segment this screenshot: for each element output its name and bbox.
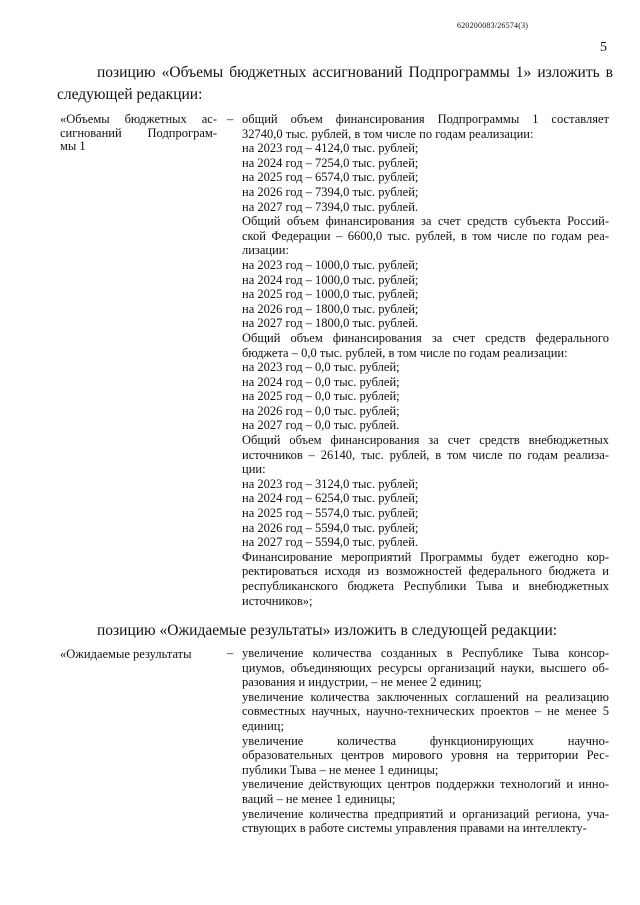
section2-label (60, 648, 217, 662)
section1-content-line: на 2025 год – 6574,0 тыс. рублей; (242, 170, 419, 185)
section2-content (242, 646, 609, 836)
section1-content-line: общий объем финансирования Подпрограммы 1 составляет (242, 112, 609, 126)
section1-content-line: на 2027 год – 7394,0 тыс. рублей. (242, 199, 419, 214)
section2-content-line: циумов, объединяющих ресурсы организаций науки, высшего об- (242, 660, 609, 675)
section2-heading-text: позицию «Ожидаемые результаты» изложить в следующей редакции: (97, 622, 558, 639)
section2-content-line: увеличение количества функционирующих научно- (242, 733, 609, 748)
section1-content-line: бюджета – 0,0 тыс. рублей, в том числе по годам реализации: (242, 345, 568, 360)
section1-dash: – (227, 112, 234, 126)
section2-content-line: увеличение количества созданных в Республике Тыва консор- (242, 646, 609, 660)
section2-content-line: увеличение количества предприятий и организаций региона, уча- (242, 806, 609, 821)
section1-content-line: источников – 26140, тыс. рублей, в том числе по годам реализа- (242, 447, 609, 462)
section1-content-line: на 2025 год – 1000,0 тыс. рублей; (242, 287, 419, 302)
section1-content-line: на 2026 год – 1800,0 тыс. рублей; (242, 301, 419, 316)
section1-content-line: на 2027 год – 5594,0 тыс. рублей. (242, 535, 419, 550)
section1-label-line: сигнований Подпрограм- (60, 125, 217, 140)
section1-content-line: на 2024 год – 7254,0 тыс. рублей; (242, 155, 419, 170)
section2-content-line: образовательных центров мирового уровня на территории Рес- (242, 748, 609, 763)
section2-content-line: ваций – не менее 1 единицы; (242, 791, 396, 806)
section1-content-line: республиканского бюджета Республики Тыва и внебюджетных (242, 579, 609, 593)
section1-content-line: Общий объем финансирования за счет средств внебюджетных (242, 433, 609, 448)
section2-content-line: единиц; (242, 718, 284, 733)
section1-label-line: мы 1 (60, 139, 86, 153)
section1-content-line: Финансирование мероприятий Программы будет ежегодно кор- (242, 549, 609, 564)
section1-content-line: источников»; (242, 593, 313, 608)
section1-content-line: 32740,0 тыс. рублей, в том числе по годам реализации: (242, 126, 534, 141)
section1-label (60, 113, 217, 154)
section1-content-line: на 2023 год – 3124,0 тыс. рублей; (242, 476, 419, 491)
section1-label-line: «Объемы бюджетных ас- (60, 112, 217, 126)
section1-content-line: ской Федерации – 6600,0 тыс. рублей, в том числе по годам реа- (242, 228, 609, 243)
section1-heading-line2: следующей редакции: (57, 86, 203, 103)
section1-content-line: ректироваться исходя из возможностей федерального бюджета и (242, 564, 609, 579)
section1-content-line: на 2023 год – 4124,0 тыс. рублей; (242, 141, 419, 156)
section1-content-line: на 2023 год – 1000,0 тыс. рублей; (242, 257, 419, 272)
section1-content (242, 112, 609, 608)
section2-content-line: разования и индустрии, – не менее 2 единиц; (242, 675, 482, 690)
section1-content-line: на 2025 год – 5574,0 тыс. рублей; (242, 506, 419, 521)
page-number: 5 (600, 40, 607, 55)
section1-content-line: на 2026 год – 7394,0 тыс. рублей; (242, 184, 419, 199)
section1-content-line: Общий объем финансирования за счет средств федерального (242, 330, 609, 345)
section1-content-line: на 2027 год – 0,0 тыс. рублей. (242, 418, 400, 433)
section1-content-line: лизации: (242, 243, 289, 258)
section2-dash: – (227, 646, 234, 660)
section1-content-line: на 2023 год – 0,0 тыс. рублей; (242, 360, 400, 375)
section2-content-line: ствующих в работе системы управления правами на интеллекту- (242, 821, 587, 836)
section2-label-line: «Ожидаемые результаты (60, 647, 192, 661)
section1-content-line: Общий объем финансирования за счет средств субъекта Россий- (242, 214, 609, 229)
section1-content-line: ции: (242, 462, 266, 477)
document-number: 620200083/26574(3) (457, 21, 529, 30)
section2-content-line: совместных научных, научно-технических проектов – не менее 5 (242, 704, 609, 719)
section2-heading (57, 620, 613, 642)
section2-content-line: увеличение действующих центров поддержки технологий и инно- (242, 777, 609, 792)
section1-content-line: на 2027 год – 1800,0 тыс. рублей. (242, 316, 419, 331)
section2-content-line: публики Тыва – не менее 1 единицы; (242, 762, 439, 777)
section1-content-line: на 2024 год – 6254,0 тыс. рублей; (242, 491, 419, 506)
section1-heading-line1: позицию «Объемы бюджетных ассигнований Подпрограммы 1» изложить в (97, 64, 613, 81)
section1-content-line: на 2024 год – 0,0 тыс. рублей; (242, 374, 400, 389)
section1-content-line: на 2024 год – 1000,0 тыс. рублей; (242, 272, 419, 287)
section1-heading (57, 62, 613, 106)
section1-content-line: на 2025 год – 0,0 тыс. рублей; (242, 389, 400, 404)
section1-content-line: на 2026 год – 5594,0 тыс. рублей; (242, 520, 419, 535)
section1-content-line: на 2026 год – 0,0 тыс. рублей; (242, 403, 400, 418)
section2-content-line: увеличение количества заключенных соглашений на реализацию (242, 689, 609, 704)
